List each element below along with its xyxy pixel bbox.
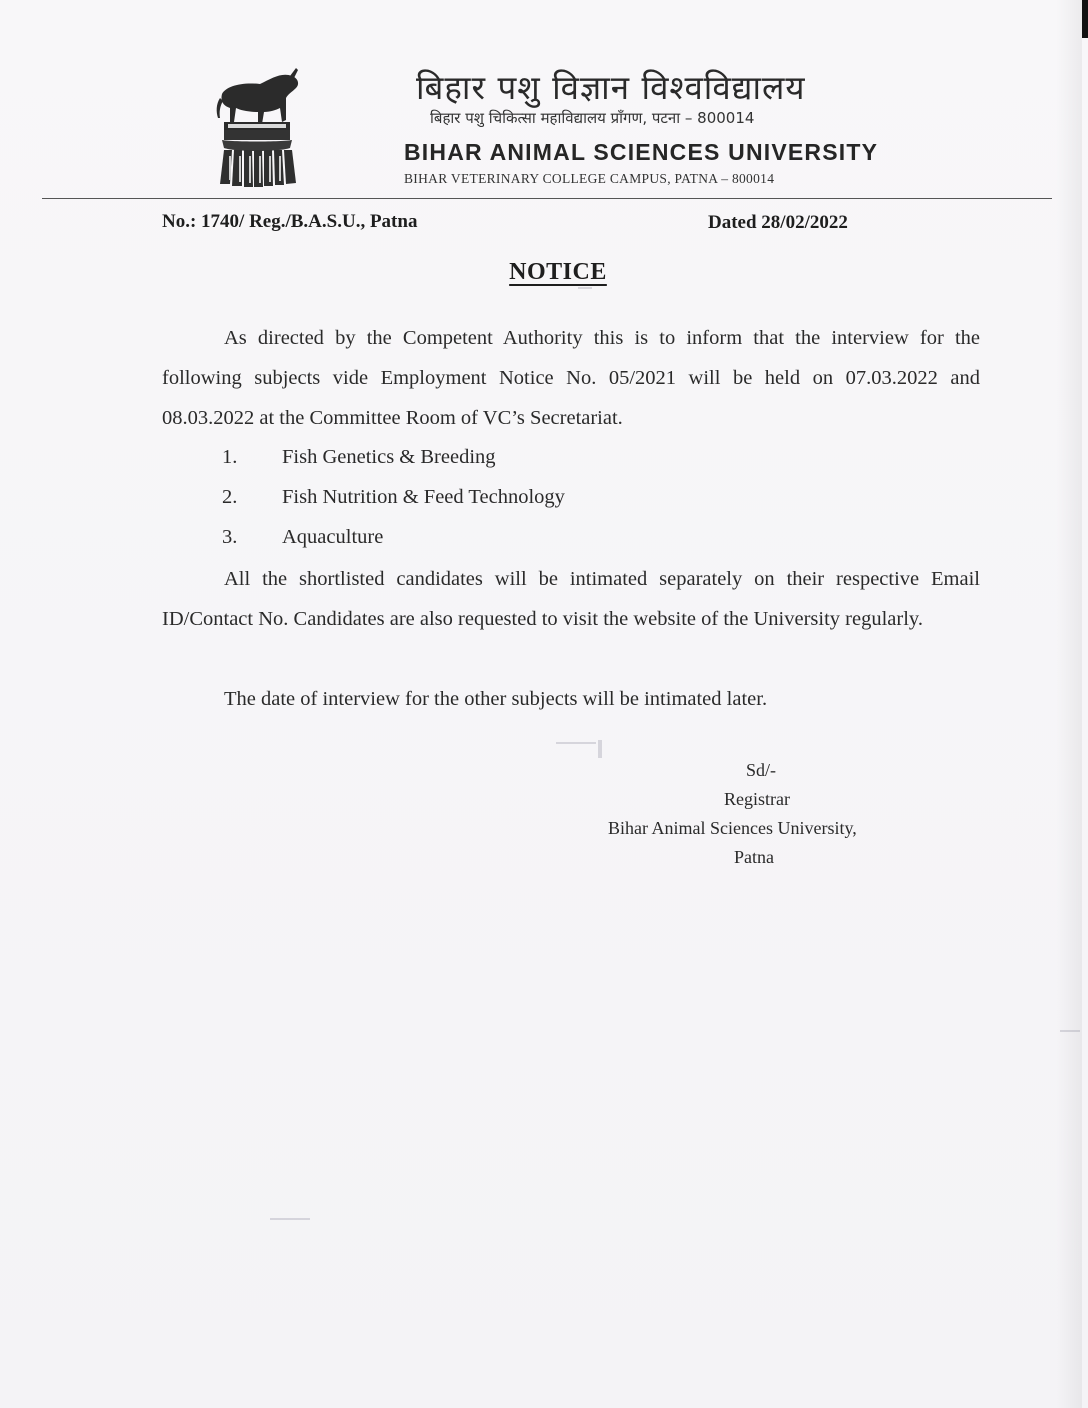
signature-mark: Sd/- [746, 760, 777, 780]
university-english-title: BIHAR ANIMAL SCIENCES UNIVERSITY [404, 139, 879, 165]
scan-speck [556, 742, 596, 744]
notice-heading [0, 259, 1088, 286]
scan-edge-shadow [1056, 0, 1082, 1408]
reference-number: No.: 1740/ Reg./B.A.S.U., Patna [162, 211, 418, 232]
list-item [222, 440, 565, 480]
list-item-text: Aquaculture [282, 526, 384, 548]
body-paragraph-1: As directed by the Competent Authority this is to inform that the interview for the following subjects vide Employment Notice No. 05/2021 will be held on 07.03.2022 and 08.03.2022 at the Committee Room of VC’s Secretariat. [162, 327, 980, 429]
list-item-number: 2. [222, 486, 238, 508]
scan-speck [598, 740, 602, 758]
scan-edge-mark [1082, 0, 1088, 38]
subject-list [222, 440, 565, 560]
body-paragraph-3: The date of interview for the other subjects will be intimated later. [224, 688, 768, 710]
university-english-address: BIHAR VETERINARY COLLEGE CAMPUS, PATNA – 800014 [404, 171, 775, 186]
signatory-designation: Registrar [724, 789, 790, 809]
body-paragraph-2: All the shortlisted candidates will be intimated separately on their respective Email ID/Contact No. Candidates are also requested to visit the website of the University regularly. [162, 568, 980, 630]
bull-emblem-icon [212, 64, 304, 188]
scan-speck [1060, 1030, 1080, 1032]
list-item-number: 3. [222, 526, 238, 548]
university-hindi-title: बिहार पशु विज्ञान विश्वविद्यालय [416, 68, 806, 107]
notice-heading-text: NOTICE [509, 259, 607, 285]
signatory-city: Patna [734, 847, 774, 867]
list-item [222, 480, 565, 520]
list-item-number: 1. [222, 446, 238, 468]
scan-speck [578, 287, 592, 289]
signatory-organization: Bihar Animal Sciences University, [608, 818, 857, 838]
reference-date: Dated 28/02/2022 [708, 212, 848, 233]
list-item-text: Fish Genetics & Breeding [282, 446, 496, 468]
list-item [222, 520, 565, 560]
scan-speck [270, 1218, 310, 1220]
signature-block [560, 756, 960, 872]
letterhead-divider [42, 198, 1052, 199]
university-hindi-address: बिहार पशु चिकित्सा महाविद्यालय प्रॉंगण, पटना – 800014 [430, 109, 755, 127]
list-item-text: Fish Nutrition & Feed Technology [282, 486, 565, 508]
